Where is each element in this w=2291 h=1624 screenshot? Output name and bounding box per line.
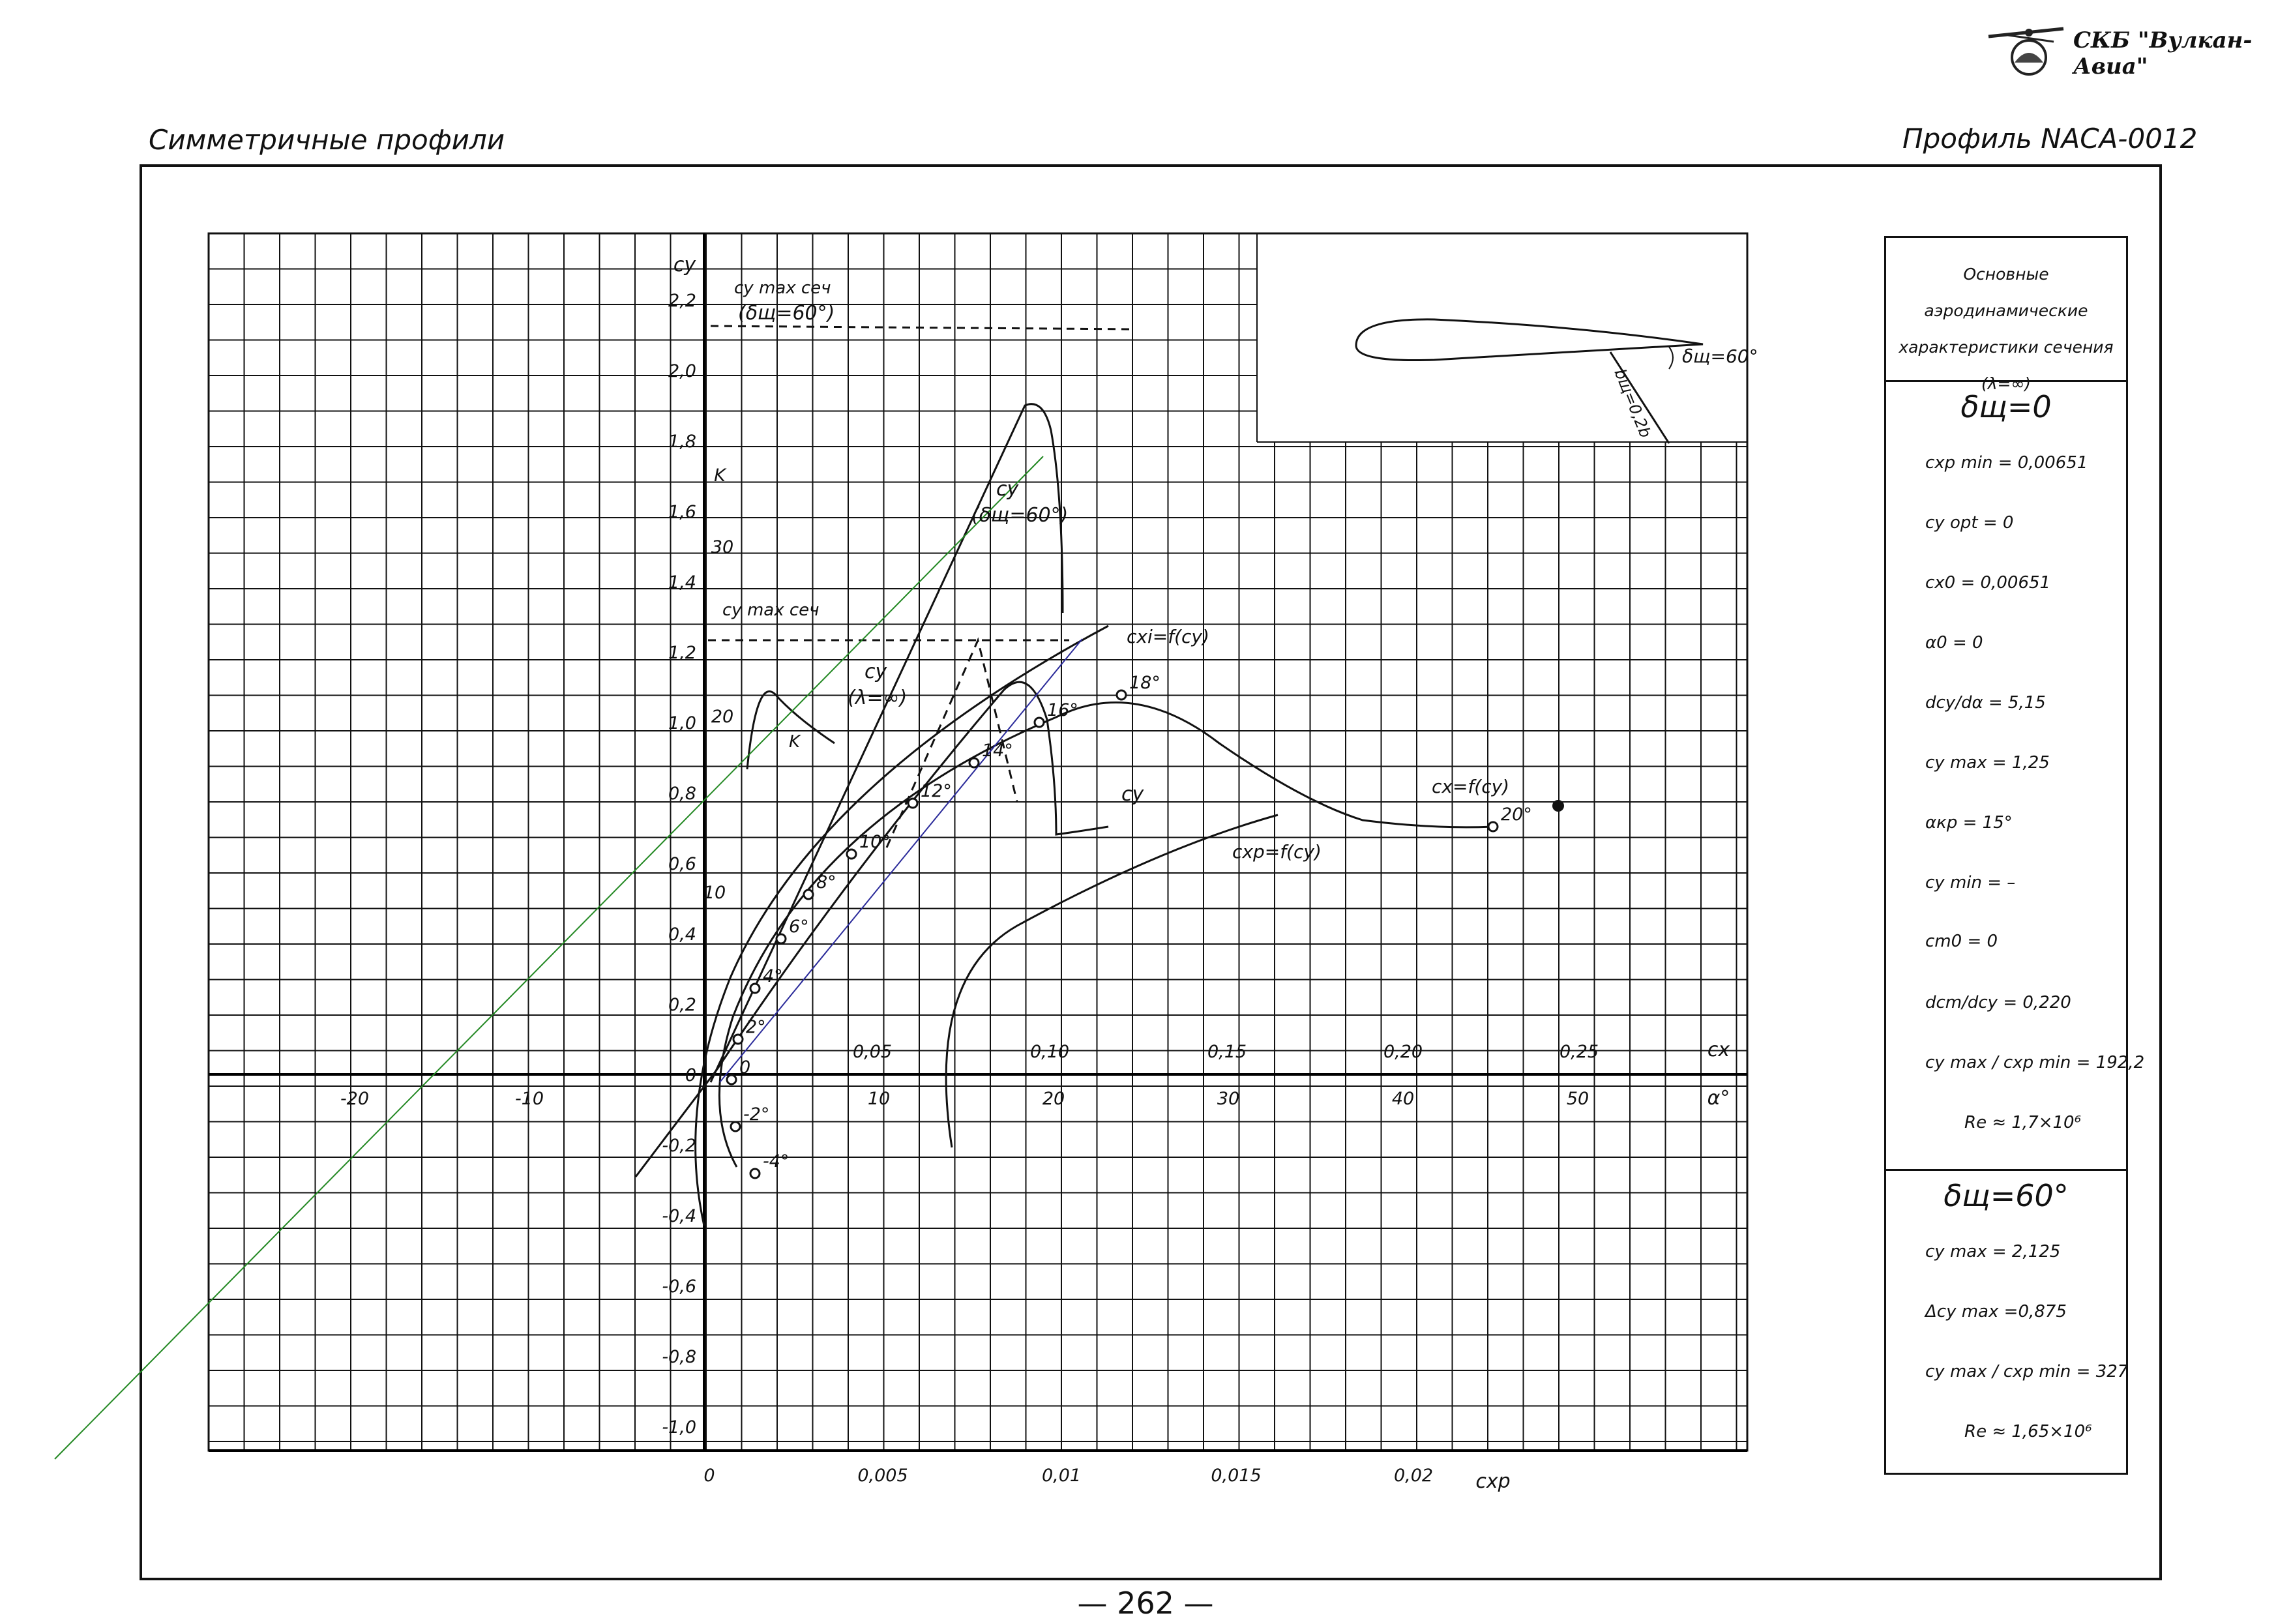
cxp-tick-label: 0,005 <box>857 1466 908 1486</box>
param-value: = – <box>1987 873 2016 893</box>
alpha-point-label: 18° <box>1129 673 1160 693</box>
param-label: dcy/dα <box>1925 693 1983 713</box>
param-value: ≈ 1,65×10⁶ <box>1992 1422 2092 1441</box>
cx-tick-label: 0,05 <box>852 1042 893 1062</box>
param-label: cxp min <box>1925 453 1993 473</box>
panel-divider <box>1886 380 2126 382</box>
param-label: dcm/dcy <box>1925 993 1998 1012</box>
cxp-tick-label: 0 <box>703 1466 715 1486</box>
alpha-tick-label: 30 <box>1217 1089 1240 1109</box>
param-value: ≈ 1,7×10⁶ <box>1992 1113 2082 1132</box>
alpha-point-label: 6° <box>789 917 809 937</box>
cymax-label: cy max сеч <box>722 600 820 620</box>
param-row <box>1925 813 2013 833</box>
y-tick-label: 1,8 <box>668 432 696 452</box>
alpha-point <box>804 890 813 899</box>
param-value: = 0,00651 <box>1998 453 2088 473</box>
param-row <box>1925 513 2013 533</box>
cx-label: cx=f(cy) <box>1432 776 1510 797</box>
param-value: = 0 <box>1952 633 1983 653</box>
param-label: Δcy max <box>1925 1302 1999 1321</box>
param-label: cm0 <box>1925 932 1962 951</box>
logo-text: СКБ "Вулкан-Авиа" <box>2073 27 2253 80</box>
alpha-tick-label: 40 <box>1391 1089 1415 1109</box>
cxi-label: cxi=f(cy) <box>1127 626 1209 647</box>
alpha-point-label: 14° <box>982 741 1013 761</box>
flap-angle-arc <box>1669 347 1673 369</box>
param-value: = 0,00651 <box>1960 573 2051 593</box>
param-label: cy max <box>1925 1242 1987 1262</box>
param-value: = 0 <box>1983 513 2014 533</box>
chart-grid <box>209 233 1747 1451</box>
y-tick-label: 0,6 <box>668 854 696 874</box>
param-label: cx0 <box>1925 573 1956 593</box>
param-row <box>1925 693 2046 713</box>
param-row <box>1925 573 2050 593</box>
y-tick-label: 2,0 <box>668 361 696 381</box>
alpha-point <box>750 1169 760 1178</box>
alpha-point-label: 2° <box>746 1017 766 1037</box>
cymax60-line <box>711 326 1134 329</box>
param-label: cy max / cxp min <box>1925 1362 2071 1381</box>
k-tick-label: 30 <box>711 537 734 557</box>
param-row <box>1925 633 1983 653</box>
chart-curves <box>55 326 1493 1459</box>
y-tick-label: -0,4 <box>662 1206 696 1226</box>
param-row <box>1925 1362 2128 1381</box>
alpha-point <box>969 758 979 767</box>
alpha-tick-label: 10 <box>867 1089 891 1109</box>
alpha-point <box>1488 822 1498 831</box>
alpha-point-label: 8° <box>816 872 836 893</box>
alpha-point-label: 16° <box>1047 700 1078 720</box>
param-label: Re <box>1964 1113 1987 1132</box>
reference-line <box>55 456 1043 1459</box>
alpha-tick-label: -20 <box>340 1089 370 1109</box>
cxp-tick-label: 0,01 <box>1041 1466 1082 1486</box>
alpha-point-label: 4° <box>763 966 783 986</box>
param-row <box>1925 1053 2144 1072</box>
param-label: cy opt <box>1925 513 1978 533</box>
alpha-point <box>727 1075 736 1084</box>
param-label: cy max / cxp min <box>1925 1053 2071 1072</box>
alpha-point <box>731 1122 740 1131</box>
cy-inf-sub-label: (λ=∞) <box>848 687 908 709</box>
grid-border <box>209 233 1747 1451</box>
y-axis-label: cy <box>673 254 696 276</box>
y-tick-label: 1,0 <box>668 713 696 733</box>
cy60-label: cy <box>996 478 1019 501</box>
param-value: = 15° <box>1962 813 2013 833</box>
param-label: cy min <box>1925 873 1982 893</box>
alpha-point-label: 20° <box>1501 805 1532 825</box>
page-number: — 262 — <box>1077 1586 1214 1621</box>
alpha-point-label: -2° <box>743 1104 770 1125</box>
panel-divider <box>1886 1169 2126 1171</box>
right-heading: Профиль NACA-0012 <box>1902 123 2198 155</box>
cxp-tick-label: 0,02 <box>1393 1466 1434 1486</box>
y-tick-label: -0,6 <box>662 1277 696 1297</box>
param-value: = 327 <box>2076 1362 2129 1381</box>
section2-heading: δщ=60° <box>1944 1178 2069 1213</box>
param-value: =0,875 <box>2003 1302 2067 1321</box>
cx-tick-label: 0,10 <box>1029 1042 1070 1062</box>
alpha-point <box>847 849 856 859</box>
param-value: = 192,2 <box>2076 1053 2145 1072</box>
param-value: = 0,220 <box>2003 993 2071 1012</box>
alpha-axis-label: α° <box>1707 1087 1730 1110</box>
characteristics-panel <box>1884 236 2145 1475</box>
left-heading: Симметричные профили <box>149 124 505 156</box>
k-curve-label: K <box>789 732 801 752</box>
chart-axes <box>209 233 1747 1451</box>
alpha-point <box>776 934 786 943</box>
alpha-tick-label: -10 <box>514 1089 544 1109</box>
chart-labels <box>722 278 1509 863</box>
k-axis-label: K <box>714 465 726 486</box>
param-label: αкр <box>1925 813 1958 833</box>
cx-tick-label: 0,15 <box>1207 1042 1247 1062</box>
y-tick-label: 0 <box>685 1065 696 1085</box>
cx-axis-label: cx <box>1707 1039 1730 1061</box>
param-row <box>1925 753 2050 773</box>
section1-heading: δщ=0 <box>1960 389 2052 424</box>
chart-points <box>727 673 1564 1178</box>
param-value: = 5,15 <box>1988 693 2046 713</box>
y-tick-label: 0,8 <box>668 784 696 804</box>
param-label: cy max <box>1925 753 1987 773</box>
airfoil-inset <box>1356 319 1758 443</box>
cymax60-label: cy max сеч <box>734 278 831 298</box>
y-tick-label: -0,8 <box>662 1347 696 1367</box>
alpha-point-label: 10° <box>859 832 891 852</box>
cy-inf-label: cy <box>865 660 887 683</box>
panel-title-line-3: (λ=∞) <box>1981 374 2032 393</box>
alpha-tick-label: 50 <box>1566 1089 1589 1109</box>
cy-label: cy <box>1121 783 1144 806</box>
param-row <box>1925 993 2071 1012</box>
param-row <box>1964 1113 2081 1132</box>
y-tick-label: 2,2 <box>668 291 696 311</box>
k-tick-label: 20 <box>711 707 734 727</box>
panel-title-line-2: характеристики сечения <box>1899 338 2114 357</box>
param-row <box>1925 932 1998 951</box>
param-row <box>1925 1302 2067 1321</box>
flap-chord-label: bщ=0,2b <box>1610 366 1655 441</box>
y-tick-label: 1,6 <box>668 502 696 522</box>
y-tick-label: -0,2 <box>662 1136 696 1156</box>
panel-title-line-1: Основные аэродинамические <box>1924 265 2088 320</box>
flap-angle-label: δщ=60° <box>1682 346 1758 367</box>
alpha-point-label: -4° <box>763 1151 790 1172</box>
param-value: = 1,25 <box>1992 753 2050 773</box>
outlier-point <box>1552 800 1564 812</box>
k-tick-label: 10 <box>703 883 726 903</box>
param-row <box>1925 453 2088 473</box>
alpha-point <box>1035 718 1044 727</box>
param-label: Re <box>1964 1422 1987 1441</box>
y-tick-label: 0,4 <box>668 924 696 945</box>
y-tick-label: -1,0 <box>662 1417 696 1438</box>
cxp-axis-label: cxp <box>1475 1470 1511 1493</box>
cx-tick-label: 0,25 <box>1559 1042 1599 1062</box>
alpha-point <box>908 799 917 808</box>
cx-curve <box>719 703 1493 1168</box>
y-tick-label: 0,2 <box>668 995 696 1015</box>
cxp-label: cxp=f(cy) <box>1232 841 1322 863</box>
cx-tick-label: 0,20 <box>1383 1042 1423 1062</box>
airfoil-shape <box>1356 319 1703 361</box>
y-tick-label: 1,2 <box>668 643 696 663</box>
cy60-sub-label: (δщ=60°) <box>971 504 1069 527</box>
param-row <box>1925 873 2015 893</box>
param-row <box>1925 1242 2060 1262</box>
alpha-tick-label: 20 <box>1042 1089 1065 1109</box>
alpha-point-label: 12° <box>921 781 952 801</box>
param-label: α0 <box>1925 633 1947 653</box>
alpha-point <box>733 1035 743 1044</box>
alpha-point <box>1117 690 1126 700</box>
param-value: = 2,125 <box>1992 1242 2061 1262</box>
cxp-tick-label: 0,015 <box>1211 1466 1262 1486</box>
y-tick-label: 1,4 <box>668 572 696 593</box>
param-row <box>1964 1422 2092 1441</box>
alpha-point <box>750 984 760 993</box>
param-value: = 0 <box>1967 932 1998 951</box>
cymax60-sub-label: (δщ=60°) <box>738 302 835 325</box>
alpha-point-label: 0 <box>739 1057 751 1078</box>
